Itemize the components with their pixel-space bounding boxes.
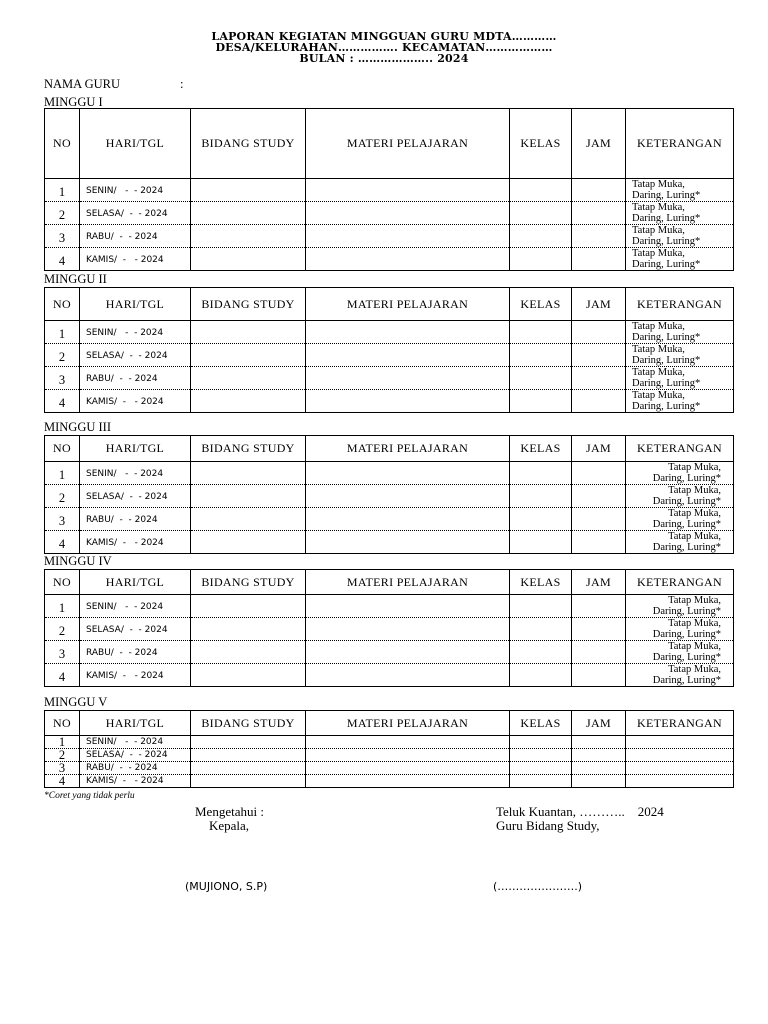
col-no: NO: [45, 288, 80, 321]
table-row: 1 SENIN/ - - 2024: [45, 736, 734, 749]
table-row: 3 RABU/ - - 2024 Tatap Muka, Daring, Luring*: [45, 225, 734, 248]
col-materi: MATERI PELAJARAN: [306, 109, 510, 179]
col-bidang: BIDANG STUDY: [191, 436, 306, 462]
col-no: NO: [45, 109, 80, 179]
footnote: *Coret yang tidak perlu: [44, 791, 135, 801]
col-materi: MATERI PELAJARAN: [306, 436, 510, 462]
report-title: LAPORAN KEGIATAN MINGGUAN GURU MDTA…………: [211, 30, 557, 43]
col-bidang: BIDANG STUDY: [191, 570, 306, 595]
table-row: 1 SENIN/ - - 2024 Tatap Muka, Daring, Luring*: [45, 179, 734, 202]
col-keterangan: KETERANGAN: [626, 436, 734, 462]
col-jam: JAM: [572, 711, 626, 736]
table-row: 1 SENIN/ - - 2024 Tatap Muka, Daring, Luring*: [45, 462, 734, 485]
col-bidang: BIDANG STUDY: [191, 109, 306, 179]
col-keterangan: KETERANGAN: [626, 711, 734, 736]
week-title: MINGGU IV: [44, 554, 112, 568]
col-keterangan: KETERANGAN: [626, 570, 734, 595]
week-title: MINGGU I: [44, 95, 103, 109]
table-row: 4 KAMIS/ - - 2024 Tatap Muka, Daring, Luring*: [45, 390, 734, 413]
col-hari: HARI/TGL: [80, 570, 191, 595]
col-jam: JAM: [572, 436, 626, 462]
col-bidang: BIDANG STUDY: [191, 711, 306, 736]
col-kelas: KELAS: [510, 288, 572, 321]
week-table: [44, 108, 734, 271]
report-subtitle-month: BULAN : ……………….. 2024: [299, 52, 469, 65]
col-kelas: KELAS: [510, 436, 572, 462]
week-table: [44, 569, 734, 687]
col-hari: HARI/TGL: [80, 288, 191, 321]
nama-guru-label: NAMA GURU: [44, 77, 121, 91]
col-hari: HARI/TGL: [80, 436, 191, 462]
col-materi: MATERI PELAJARAN: [306, 288, 510, 321]
week-title: MINGGU V: [44, 695, 108, 709]
col-no: NO: [45, 570, 80, 595]
col-no: NO: [45, 436, 80, 462]
table-row: 4 KAMIS/ - - 2024 Tatap Muka, Daring, Luring*: [45, 664, 734, 687]
col-jam: JAM: [572, 109, 626, 179]
col-bidang: BIDANG STUDY: [191, 288, 306, 321]
col-jam: JAM: [572, 570, 626, 595]
table-row: 2 SELASA/ - - 2024 Tatap Muka, Daring, Luring*: [45, 344, 734, 367]
table-row: 3 RABU/ - - 2024: [45, 762, 734, 775]
table-row: 4 KAMIS/ - - 2024 Tatap Muka, Daring, Luring*: [45, 531, 734, 554]
table-row: 4 KAMIS/ - - 2024: [45, 775, 734, 788]
col-hari: HARI/TGL: [80, 109, 191, 179]
col-materi: MATERI PELAJARAN: [306, 570, 510, 595]
table-row: 2 SELASA/ - - 2024 Tatap Muka, Daring, Luring*: [45, 485, 734, 508]
col-kelas: KELAS: [510, 570, 572, 595]
table-row: 3 RABU/ - - 2024 Tatap Muka, Daring, Luring*: [45, 508, 734, 531]
week-title: MINGGU II: [44, 272, 107, 286]
week-title: MINGGU III: [44, 420, 111, 434]
col-kelas: KELAS: [510, 711, 572, 736]
signature-right-role: Guru Bidang Study,: [496, 818, 600, 833]
week-table: [44, 710, 734, 788]
table-row: 3 RABU/ - - 2024 Tatap Muka, Daring, Luring*: [45, 641, 734, 664]
table-row: 4 KAMIS/ - - 2024 Tatap Muka, Daring, Luring*: [45, 248, 734, 271]
table-row: 2 SELASA/ - - 2024 Tatap Muka, Daring, Luring*: [45, 618, 734, 641]
col-jam: JAM: [572, 288, 626, 321]
week-table: [44, 287, 734, 413]
table-row: 1 SENIN/ - - 2024 Tatap Muka, Daring, Luring*: [45, 595, 734, 618]
table-row: 3 RABU/ - - 2024 Tatap Muka, Daring, Luring*: [45, 367, 734, 390]
nama-guru-colon: :: [180, 77, 184, 91]
col-materi: MATERI PELAJARAN: [306, 711, 510, 736]
table-row: 2 SELASA/ - - 2024: [45, 749, 734, 762]
report-subtitle-location: DESA/KELURAHAN……………. KECAMATAN………………: [215, 41, 553, 54]
col-kelas: KELAS: [510, 109, 572, 179]
signature-right-place-date: Teluk Kuantan, ……….. 2024: [496, 804, 664, 819]
table-row: 1 SENIN/ - - 2024 Tatap Muka, Daring, Luring*: [45, 321, 734, 344]
col-no: NO: [45, 711, 80, 736]
signature-left-name: (MUJIONO, S.P): [185, 880, 268, 893]
col-hari: HARI/TGL: [80, 711, 191, 736]
col-keterangan: KETERANGAN: [626, 288, 734, 321]
signature-left-heading: Mengetahui :: [195, 804, 264, 819]
signature-right-name: (………………….): [493, 880, 583, 893]
col-keterangan: KETERANGAN: [626, 109, 734, 179]
signature-left-role: Kepala,: [209, 818, 250, 833]
table-row: 2 SELASA/ - - 2024 Tatap Muka, Daring, Luring*: [45, 202, 734, 225]
week-table: [44, 435, 734, 554]
